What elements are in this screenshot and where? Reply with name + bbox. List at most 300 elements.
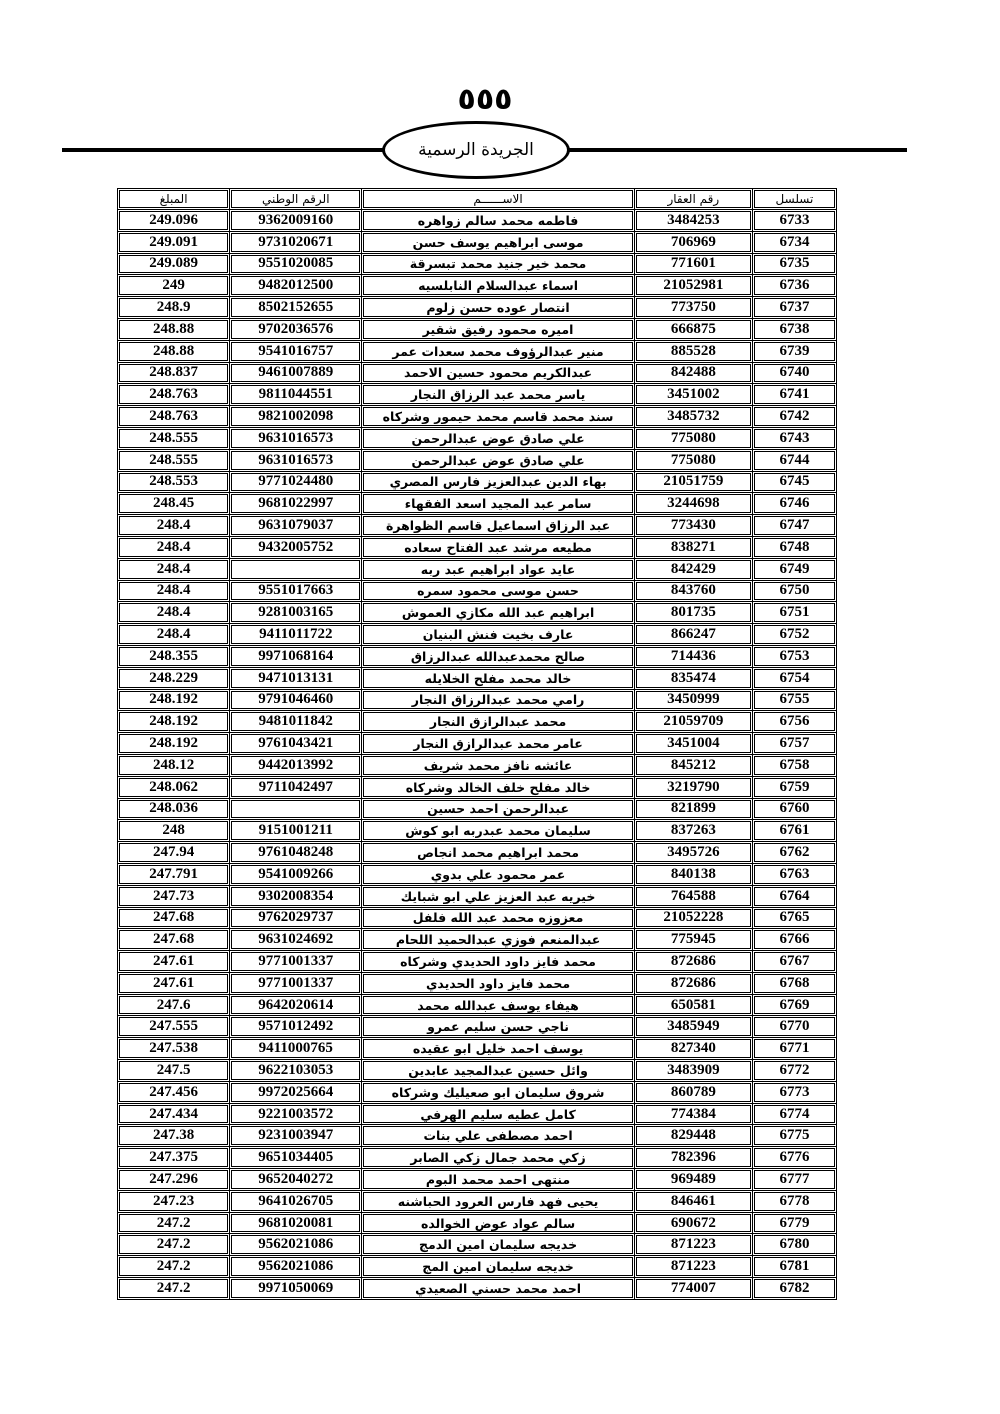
property-number-cell: 842429: [634, 558, 752, 580]
amount-cell: 248.9: [118, 297, 230, 319]
national-id-cell: 9631016573: [230, 427, 362, 449]
amount-cell: 248.355: [118, 645, 230, 667]
national-id-cell: 9432005752: [230, 536, 362, 558]
property-number-cell: 885528: [634, 340, 752, 362]
masthead-oval: [382, 121, 570, 179]
name-cell: وائل حسين عبدالمجيد عابدين: [362, 1060, 634, 1082]
table-row: [118, 275, 837, 297]
national-id-cell: 9821002098: [230, 406, 362, 428]
amount-cell: 247.296: [118, 1169, 230, 1191]
national-id-cell: 9362009160: [230, 210, 362, 232]
table-row: [118, 951, 837, 973]
name-cell: شروق سليمان ابو صعيليك وشركاه: [362, 1081, 634, 1103]
name-cell: محمد خير جنيد محمد تبسرقة: [362, 253, 634, 275]
serial-cell: 6733: [752, 210, 836, 232]
table-row: [118, 733, 837, 755]
national-id-cell: 9631016573: [230, 449, 362, 471]
name-cell: عايد عواد ابراهيم عبد ربه: [362, 558, 634, 580]
property-number-cell: 666875: [634, 318, 752, 340]
amount-cell: 247.456: [118, 1081, 230, 1103]
table-row: [118, 580, 837, 602]
name-cell: هيفاء يوسف عبدالله محمد: [362, 994, 634, 1016]
name-cell: صالح محمدعبدالله عبدالرزاق: [362, 645, 634, 667]
national-id-cell: 9711042497: [230, 776, 362, 798]
page-number: ٥٥٥: [457, 82, 513, 117]
serial-cell: 6758: [752, 754, 836, 776]
amount-cell: 247.375: [118, 1147, 230, 1169]
table-row: [118, 972, 837, 994]
amount-cell: 247.61: [118, 972, 230, 994]
serial-cell: 6762: [752, 842, 836, 864]
name-cell: علي صادق عوض عبدالرحمن: [362, 427, 634, 449]
name-cell: خديجه سليمان امين الدمج: [362, 1234, 634, 1256]
property-number-cell: 837263: [634, 820, 752, 842]
serial-cell: 6761: [752, 820, 836, 842]
amount-cell: 248.4: [118, 602, 230, 624]
serial-cell: 6771: [752, 1038, 836, 1060]
table-row: [118, 645, 837, 667]
table-row: [118, 689, 837, 711]
property-number-cell: 3483909: [634, 1060, 752, 1082]
property-number-cell: 842488: [634, 362, 752, 384]
serial-cell: 6747: [752, 515, 836, 537]
amount-cell: 247.538: [118, 1038, 230, 1060]
property-number-cell: 827340: [634, 1038, 752, 1060]
property-number-cell: 860789: [634, 1081, 752, 1103]
name-cell: انتصار عوده حسن زلوم: [362, 297, 634, 319]
amount-cell: 248.45: [118, 493, 230, 515]
amount-cell: 249: [118, 275, 230, 297]
name-cell: حسن موسى محمود سمره: [362, 580, 634, 602]
amount-cell: 248.12: [118, 754, 230, 776]
serial-cell: 6744: [752, 449, 836, 471]
national-id-cell: 9481011842: [230, 711, 362, 733]
table-row: [118, 558, 837, 580]
table-row: [118, 1103, 837, 1125]
table-row: [118, 1169, 837, 1191]
name-cell: ابراهيم عبد الله مكازي العموش: [362, 602, 634, 624]
table-row: [118, 1256, 837, 1278]
serial-cell: 6757: [752, 733, 836, 755]
serial-cell: 6773: [752, 1081, 836, 1103]
amount-cell: 248.763: [118, 384, 230, 406]
property-number-cell: 774007: [634, 1278, 752, 1300]
serial-cell: 6775: [752, 1125, 836, 1147]
property-number-cell: 782396: [634, 1147, 752, 1169]
national-id-cell: 9681020081: [230, 1212, 362, 1234]
serial-cell: 6780: [752, 1234, 836, 1256]
amount-cell: 247.94: [118, 842, 230, 864]
property-number-cell: 3451004: [634, 733, 752, 755]
serial-cell: 6743: [752, 427, 836, 449]
serial-cell: 6741: [752, 384, 836, 406]
property-number-cell: 690672: [634, 1212, 752, 1234]
amount-cell: 248.192: [118, 733, 230, 755]
serial-cell: 6769: [752, 994, 836, 1016]
name-cell: منير عبدالرؤوف محمد سعدات عمر: [362, 340, 634, 362]
name-cell: يحيى فهد فارس العرود الحباشنه: [362, 1190, 634, 1212]
serial-cell: 6736: [752, 275, 836, 297]
serial-cell: 6759: [752, 776, 836, 798]
amount-cell: 247.434: [118, 1103, 230, 1125]
national-id-cell: 9551020085: [230, 253, 362, 275]
amount-cell: 247.2: [118, 1278, 230, 1300]
property-number-cell: 3485949: [634, 1016, 752, 1038]
serial-cell: 6742: [752, 406, 836, 428]
table-row: [118, 1278, 837, 1300]
amount-cell: 248.192: [118, 711, 230, 733]
national-id-cell: [230, 558, 362, 580]
serial-cell: 6756: [752, 711, 836, 733]
national-id-cell: 9622103053: [230, 1060, 362, 1082]
national-id-cell: 9562021086: [230, 1234, 362, 1256]
national-id-cell: 9221003572: [230, 1103, 362, 1125]
property-number-cell: 969489: [634, 1169, 752, 1191]
amount-cell: 247.2: [118, 1234, 230, 1256]
property-number-cell: 21052228: [634, 907, 752, 929]
property-number-cell: 773750: [634, 297, 752, 319]
table-row: [118, 1190, 837, 1212]
name-cell: خيريه عبد العزيز علي ابو شبايك: [362, 885, 634, 907]
national-id-cell: 9771024480: [230, 471, 362, 493]
name-cell: سند محمد قاسم محمد حيمور وشركاه: [362, 406, 634, 428]
property-number-cell: 21052981: [634, 275, 752, 297]
name-cell: منتهى احمد محمد البوم: [362, 1169, 634, 1191]
name-cell: خالد محمد مفلح الخلايله: [362, 667, 634, 689]
serial-cell: 6767: [752, 951, 836, 973]
property-number-cell: 871223: [634, 1256, 752, 1278]
table-row: [118, 842, 837, 864]
table-row: [118, 210, 837, 232]
national-id-cell: 9571012492: [230, 1016, 362, 1038]
table-row: [118, 297, 837, 319]
amount-cell: 248.4: [118, 624, 230, 646]
serial-cell: 6748: [752, 536, 836, 558]
name-cell: عارف بخيت فنش البنيان: [362, 624, 634, 646]
property-number-cell: 706969: [634, 231, 752, 253]
name-cell: معزوزه محمد عبد الله فلفل: [362, 907, 634, 929]
national-id-cell: 9541016757: [230, 340, 362, 362]
table-row: [118, 994, 837, 1016]
amount-cell: 248.4: [118, 515, 230, 537]
serial-cell: 6763: [752, 863, 836, 885]
national-id-cell: 9151001211: [230, 820, 362, 842]
name-cell: رامي محمد عبدالرزاق النجار: [362, 689, 634, 711]
property-number-cell: 871223: [634, 1234, 752, 1256]
national-id-cell: 9641026705: [230, 1190, 362, 1212]
name-cell: مطيعه مرشد عبد الفتاح سعاده: [362, 536, 634, 558]
property-number-cell: 21059709: [634, 711, 752, 733]
name-cell: احمد مصطفى علي بنات: [362, 1125, 634, 1147]
serial-cell: 6737: [752, 297, 836, 319]
table-row: [118, 515, 837, 537]
amount-cell: 248.555: [118, 427, 230, 449]
amount-cell: 248.229: [118, 667, 230, 689]
amount-cell: 248.036: [118, 798, 230, 820]
serial-cell: 6746: [752, 493, 836, 515]
name-cell: اسماء عبدالسلام النابلسيه: [362, 275, 634, 297]
table-row: [118, 624, 837, 646]
national-id-cell: 9762029737: [230, 907, 362, 929]
name-cell: عمر محمود علي بدوي: [362, 863, 634, 885]
amount-cell: 247.68: [118, 907, 230, 929]
table-header-row: [118, 189, 837, 210]
name-cell: محمد فايز داود الحديدي وشركاه: [362, 951, 634, 973]
national-id-cell: 9411011722: [230, 624, 362, 646]
national-id-cell: 9771001337: [230, 951, 362, 973]
column-header-name: الاســــــم: [362, 189, 634, 210]
table-row: [118, 536, 837, 558]
property-owners-table: [117, 188, 837, 1300]
table-row: [118, 885, 837, 907]
name-cell: محمد فايز داود الحديدي: [362, 972, 634, 994]
national-id-cell: 9642020614: [230, 994, 362, 1016]
name-cell: يوسف احمد خليل ابو عقيده: [362, 1038, 634, 1060]
table-row: [118, 384, 837, 406]
amount-cell: 247.2: [118, 1212, 230, 1234]
amount-cell: 248.88: [118, 318, 230, 340]
table-row: [118, 449, 837, 471]
amount-cell: 247.791: [118, 863, 230, 885]
amount-cell: 248.4: [118, 558, 230, 580]
property-number-cell: 843760: [634, 580, 752, 602]
serial-cell: 6734: [752, 231, 836, 253]
property-number-cell: 821899: [634, 798, 752, 820]
property-number-cell: 872686: [634, 972, 752, 994]
national-id-cell: 9461007889: [230, 362, 362, 384]
property-number-cell: 835474: [634, 667, 752, 689]
national-id-cell: 9972025664: [230, 1081, 362, 1103]
serial-cell: 6735: [752, 253, 836, 275]
amount-cell: 247.61: [118, 951, 230, 973]
name-cell: علي صادق عوض عبدالرحمن: [362, 449, 634, 471]
amount-cell: 248.837: [118, 362, 230, 384]
national-id-cell: 9761043421: [230, 733, 362, 755]
serial-cell: 6779: [752, 1212, 836, 1234]
national-id-cell: 9652040272: [230, 1169, 362, 1191]
name-cell: خالد مفلح خلف الخالد وشركاه: [362, 776, 634, 798]
amount-cell: 248.192: [118, 689, 230, 711]
table-row: [118, 863, 837, 885]
table-row: [118, 1060, 837, 1082]
amount-cell: 247.38: [118, 1125, 230, 1147]
table-row: [118, 493, 837, 515]
amount-cell: 247.23: [118, 1190, 230, 1212]
amount-cell: 248.4: [118, 536, 230, 558]
table-body: [118, 210, 837, 1300]
table-row: [118, 907, 837, 929]
serial-cell: 6776: [752, 1147, 836, 1169]
national-id-cell: 9471013131: [230, 667, 362, 689]
name-cell: زكي محمد جمال زكي الصابر: [362, 1147, 634, 1169]
national-id-cell: 9631024692: [230, 929, 362, 951]
national-id-cell: 9771001337: [230, 972, 362, 994]
table-row: [118, 776, 837, 798]
column-header-property-number: رقم العقار: [634, 189, 752, 210]
name-cell: احمد محمد حسني الصعيدي: [362, 1278, 634, 1300]
amount-cell: 247.5: [118, 1060, 230, 1082]
property-number-cell: 3451002: [634, 384, 752, 406]
national-id-cell: 9681022997: [230, 493, 362, 515]
table-row: [118, 1212, 837, 1234]
property-number-cell: 21051759: [634, 471, 752, 493]
serial-cell: 6781: [752, 1256, 836, 1278]
property-number-cell: 846461: [634, 1190, 752, 1212]
name-cell: اميره محمود رفيق شقير: [362, 318, 634, 340]
serial-cell: 6753: [752, 645, 836, 667]
serial-cell: 6764: [752, 885, 836, 907]
name-cell: موسى ابراهيم يوسف حسن: [362, 231, 634, 253]
national-id-cell: 9411000765: [230, 1038, 362, 1060]
national-id-cell: 9631079037: [230, 515, 362, 537]
table-row: [118, 929, 837, 951]
property-number-cell: 774384: [634, 1103, 752, 1125]
column-header-serial: تسلسل: [752, 189, 836, 210]
serial-cell: 6755: [752, 689, 836, 711]
amount-cell: 247.6: [118, 994, 230, 1016]
amount-cell: 248: [118, 820, 230, 842]
national-id-cell: 9791046460: [230, 689, 362, 711]
property-number-cell: 838271: [634, 536, 752, 558]
national-id-cell: 9541009266: [230, 863, 362, 885]
serial-cell: 6749: [752, 558, 836, 580]
table-row: [118, 1125, 837, 1147]
serial-cell: 6750: [752, 580, 836, 602]
name-cell: محمد ابراهيم محمد انجاص: [362, 842, 634, 864]
property-number-cell: 764588: [634, 885, 752, 907]
name-cell: عبدالكريم محمود حسين الاحمد: [362, 362, 634, 384]
serial-cell: 6754: [752, 667, 836, 689]
serial-cell: 6740: [752, 362, 836, 384]
serial-cell: 6765: [752, 907, 836, 929]
name-cell: ياسر محمد عبد الرزاق النجار: [362, 384, 634, 406]
serial-cell: 6777: [752, 1169, 836, 1191]
name-cell: ناجي حسن سليم عمرو: [362, 1016, 634, 1038]
serial-cell: 6760: [752, 798, 836, 820]
property-number-cell: 801735: [634, 602, 752, 624]
amount-cell: 249.091: [118, 231, 230, 253]
table-row: [118, 820, 837, 842]
serial-cell: 6774: [752, 1103, 836, 1125]
property-number-cell: 3495726: [634, 842, 752, 864]
amount-cell: 248.763: [118, 406, 230, 428]
amount-cell: 248.88: [118, 340, 230, 362]
national-id-cell: 9231003947: [230, 1125, 362, 1147]
property-number-cell: 3485732: [634, 406, 752, 428]
national-id-cell: [230, 798, 362, 820]
property-number-cell: 775080: [634, 427, 752, 449]
national-id-cell: 9302008354: [230, 885, 362, 907]
property-number-cell: 3219790: [634, 776, 752, 798]
amount-cell: 249.096: [118, 210, 230, 232]
national-id-cell: 9761048248: [230, 842, 362, 864]
serial-cell: 6766: [752, 929, 836, 951]
national-id-cell: 9562021086: [230, 1256, 362, 1278]
table-row: [118, 667, 837, 689]
serial-cell: 6739: [752, 340, 836, 362]
table-row: [118, 471, 837, 493]
table-row: [118, 318, 837, 340]
national-id-cell: 9482012500: [230, 275, 362, 297]
national-id-cell: 9971068164: [230, 645, 362, 667]
serial-cell: 6745: [752, 471, 836, 493]
amount-cell: 248.4: [118, 580, 230, 602]
amount-cell: 247.555: [118, 1016, 230, 1038]
gazette-title: الجريدة الرسمية: [418, 140, 534, 160]
name-cell: بهاء الدين عبدالعزيز فارس المصري: [362, 471, 634, 493]
name-cell: سامر عبد المجيد اسعد الفقهاء: [362, 493, 634, 515]
name-cell: كامل عطيه سليم الهرفي: [362, 1103, 634, 1125]
table-row: [118, 427, 837, 449]
table-row: [118, 711, 837, 733]
amount-cell: 248.553: [118, 471, 230, 493]
property-number-cell: 866247: [634, 624, 752, 646]
serial-cell: 6751: [752, 602, 836, 624]
name-cell: سليمان محمد عبدربه ابو كوش: [362, 820, 634, 842]
property-number-cell: 775945: [634, 929, 752, 951]
name-cell: محمد عبدالرازق النجار: [362, 711, 634, 733]
table-row: [118, 1016, 837, 1038]
table-row: [118, 1081, 837, 1103]
national-id-cell: 9702036576: [230, 318, 362, 340]
column-header-national-id: الرقم الوطني: [230, 189, 362, 210]
name-cell: عامر محمد عبدالرازق النجار: [362, 733, 634, 755]
table-row: [118, 754, 837, 776]
property-number-cell: 872686: [634, 951, 752, 973]
name-cell: عبد الرزاق اسماعيل قاسم الظواهرة: [362, 515, 634, 537]
property-number-cell: 771601: [634, 253, 752, 275]
property-number-cell: 650581: [634, 994, 752, 1016]
serial-cell: 6782: [752, 1278, 836, 1300]
table-row: [118, 1147, 837, 1169]
name-cell: فاطمه محمد سالم زواهره: [362, 210, 634, 232]
property-number-cell: 829448: [634, 1125, 752, 1147]
amount-cell: 249.089: [118, 253, 230, 275]
table-row: [118, 253, 837, 275]
table-row: [118, 1234, 837, 1256]
property-number-cell: 845212: [634, 754, 752, 776]
property-number-cell: 714436: [634, 645, 752, 667]
serial-cell: 6772: [752, 1060, 836, 1082]
amount-cell: 247.2: [118, 1256, 230, 1278]
name-cell: عائشه نافز محمد شريف: [362, 754, 634, 776]
serial-cell: 6770: [752, 1016, 836, 1038]
property-number-cell: 773430: [634, 515, 752, 537]
serial-cell: 6778: [752, 1190, 836, 1212]
national-id-cell: 9731020671: [230, 231, 362, 253]
table-row: [118, 231, 837, 253]
national-id-cell: 9281003165: [230, 602, 362, 624]
table-row: [118, 406, 837, 428]
amount-cell: 247.73: [118, 885, 230, 907]
column-header-amount: المبلغ: [118, 189, 230, 210]
amount-cell: 248.062: [118, 776, 230, 798]
amount-cell: 247.68: [118, 929, 230, 951]
table-row: [118, 1038, 837, 1060]
property-number-cell: 840138: [634, 863, 752, 885]
property-number-cell: 3450999: [634, 689, 752, 711]
table-row: [118, 340, 837, 362]
property-number-cell: 775080: [634, 449, 752, 471]
national-id-cell: 9442013992: [230, 754, 362, 776]
serial-cell: 6752: [752, 624, 836, 646]
serial-cell: 6768: [752, 972, 836, 994]
national-id-cell: 9811044551: [230, 384, 362, 406]
national-id-cell: 9971050069: [230, 1278, 362, 1300]
table-row: [118, 602, 837, 624]
national-id-cell: 9551017663: [230, 580, 362, 602]
national-id-cell: 8502152655: [230, 297, 362, 319]
